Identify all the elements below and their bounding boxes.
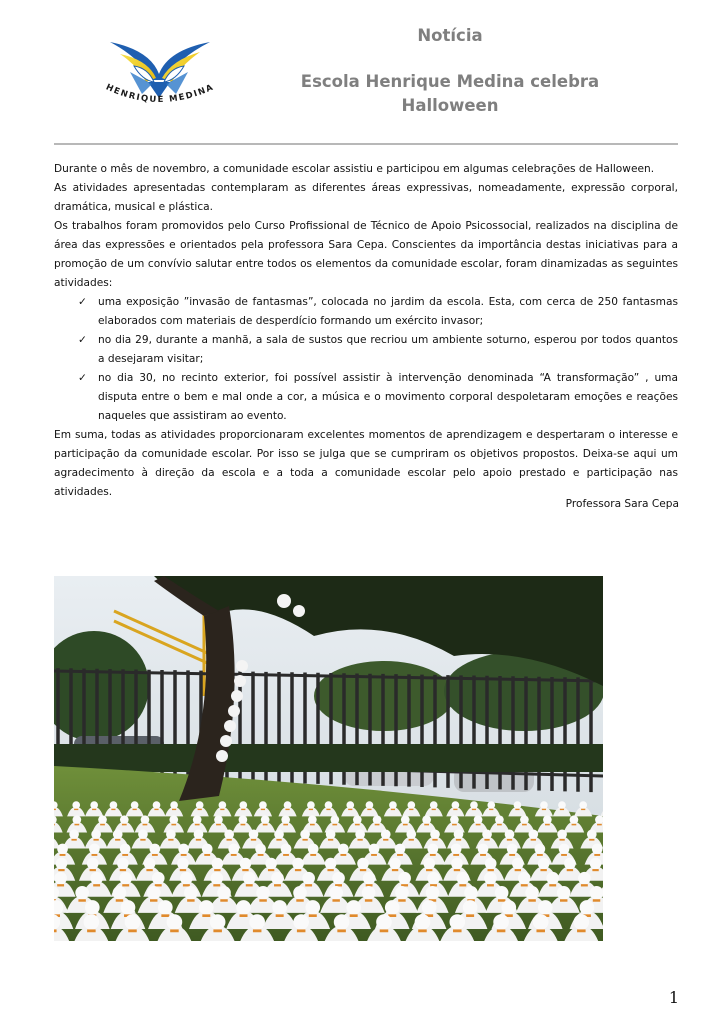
activity-text: no dia 29, durante a manhã, a sala de sustos que recriou um ambiente soturno, esperou por todos quantos a desejaram visitar; (98, 334, 678, 365)
article-body (54, 160, 678, 502)
author-signature: Professora Sara Cepa (565, 498, 679, 510)
activity-text: no dia 30, no recinto exterior, foi possível assistir à intervenção denominada “A transformação” , uma disputa entre o bem e mal onde a cor, a música e o movimento corporal despoletaram emoções e reações naqueles que assistiram ao evento. (98, 372, 678, 422)
paragraph-conclusion: Em suma, todas as atividades proporcionaram excelentes momentos de aprendizagem e despertaram o interesse e participação da comunidade escolar. Por isso se julga que se cumpriram os objetivos propostos. Deixa-se aqui um agradecimento à direção da escola e a toda a comunidade escolar pelo apoio prestado e participação nas atividades. (54, 429, 678, 498)
header-titles (270, 24, 630, 118)
ghosts-on-lawn-photo (54, 576, 603, 941)
headline-line-2: Halloween (401, 96, 499, 115)
headline-line-1: Escola Henrique Medina celebra (300, 72, 600, 91)
paragraph-areas: As atividades apresentadas contemplaram as diferentes áreas expressivas, nomeadamente, expressão corporal, dramática, musical e plástica. (54, 182, 678, 213)
activity-text: uma exposição ”invasão de fantasmas”, colocada no jardim da escola. Esta, com cerca de 250 fantasmas elaborados com materiais de desperdício formando um exército invasor; (98, 296, 678, 327)
paragraph-course: Os trabalhos foram promovidos pelo Curso Profissional de Técnico de Apoio Psicossocial, realizados na disciplina de área das expressões e orientados pela professora Sara Cepa. Conscientes da importância destas iniciativas para a promoção de um convívio salutar entre todos os elementos da comunidade escolar, foram dinamizadas as seguintes atividades: (54, 220, 678, 289)
activities-list (54, 293, 678, 426)
list-item (54, 331, 678, 369)
checkmark-icon: ✓ (78, 296, 87, 308)
checkmark-icon: ✓ (78, 372, 87, 384)
list-item (54, 369, 678, 426)
page-number: 1 (668, 988, 679, 1007)
school-logo (90, 36, 228, 108)
page-kicker: Notícia (417, 26, 483, 45)
list-item (54, 293, 678, 331)
logo-text: HENRIQUE MEDINA (104, 82, 216, 106)
checkmark-icon: ✓ (78, 334, 87, 346)
paragraph-intro: Durante o mês de novembro, a comunidade escolar assistiu e participou em algumas celebrações de Halloween. (54, 163, 655, 175)
header-divider (54, 143, 678, 145)
